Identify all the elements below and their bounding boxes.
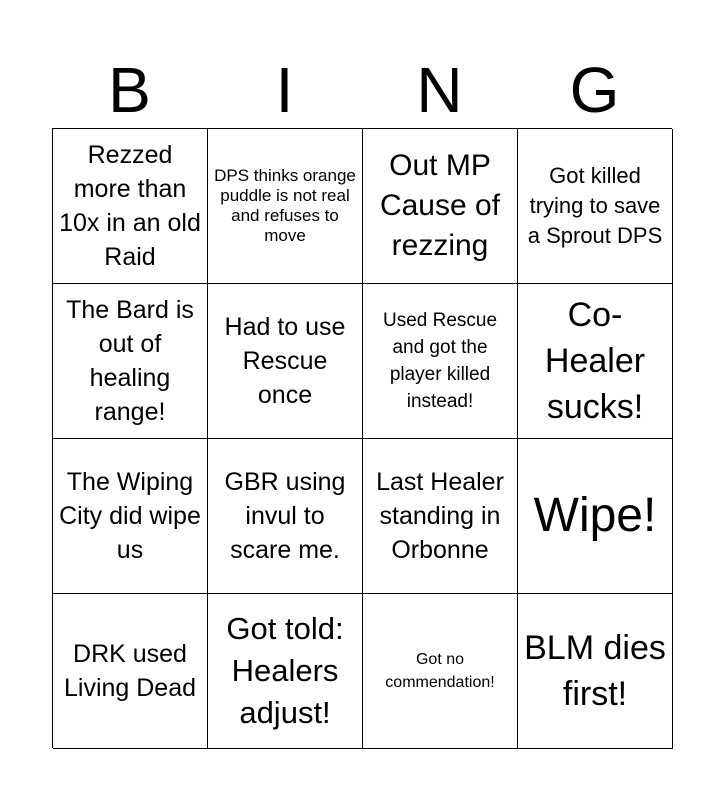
cell-text: The Bard is out of healing range!: [66, 296, 194, 426]
bingo-cell[interactable]: [363, 129, 518, 284]
bingo-cell[interactable]: [53, 129, 208, 284]
cell-text: Got told: Healers adjust!: [226, 611, 344, 730]
bingo-cell[interactable]: [363, 439, 518, 594]
header-letter-n: N: [416, 54, 463, 126]
cell-text: The Wiping City did wipe us: [59, 468, 201, 564]
bingo-cell[interactable]: [208, 439, 363, 594]
bingo-cell[interactable]: [53, 284, 208, 439]
cell-text: Wipe!: [533, 489, 657, 542]
cell-text: Had to use Rescue once: [224, 313, 346, 409]
header-letter-g: G: [569, 54, 620, 126]
header-letter-i: I: [275, 54, 294, 126]
cell-text: Used Rescue and got the player killed instead!: [382, 310, 498, 412]
bingo-board: [52, 128, 672, 748]
bingo-cell[interactable]: [208, 129, 363, 284]
bingo-cell[interactable]: [208, 284, 363, 439]
cell-text: BLM dies first!: [524, 629, 666, 713]
header-letter-b: B: [108, 54, 151, 126]
cell-text: DRK used Living Dead: [63, 640, 197, 702]
bingo-cell[interactable]: [518, 439, 673, 594]
bingo-cell[interactable]: [53, 439, 208, 594]
bingo-cell[interactable]: [363, 284, 518, 439]
cell-text: Got no commendation!: [385, 651, 495, 691]
cell-text: GBR using invul to scare me.: [224, 468, 346, 564]
bingo-header: [52, 52, 672, 128]
bingo-cell[interactable]: [518, 594, 673, 749]
cell-text: Last Healer standing in Orbonne: [376, 468, 504, 564]
cell-text: DPS thinks orange puddle is not real and refuses to move: [214, 166, 356, 245]
bingo-cell[interactable]: [53, 594, 208, 749]
bingo-cell[interactable]: [208, 594, 363, 749]
bingo-cell[interactable]: [518, 284, 673, 439]
cell-text: Got killed trying to save a Sprout DPS: [527, 163, 663, 248]
cell-text: Out MP Cause of rezzing: [379, 149, 501, 262]
cell-text: Co-Healer sucks!: [544, 296, 646, 426]
bingo-cell[interactable]: [518, 129, 673, 284]
cell-text: Rezzed more than 10x in an old Raid: [59, 141, 201, 271]
bingo-cell[interactable]: [363, 594, 518, 749]
